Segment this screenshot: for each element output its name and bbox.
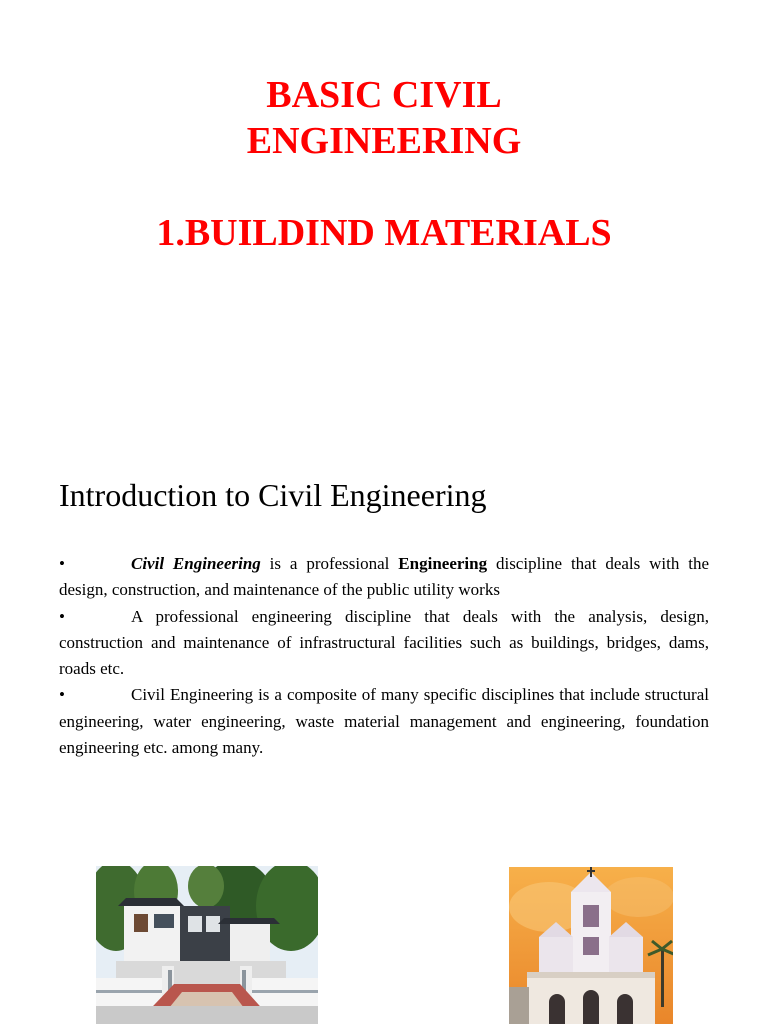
title-line-1: BASIC CIVIL	[266, 74, 502, 116]
church-photo	[509, 867, 673, 1024]
bullet-list	[59, 551, 709, 761]
section-heading: Introduction to Civil Engineering	[59, 477, 487, 513]
bullet-text: discipline that deals with the design, construction, and maintenance of the public utility works	[59, 554, 709, 600]
bullet-item	[59, 682, 709, 761]
bullet-item	[59, 551, 709, 604]
bullet-symbol: •	[59, 685, 65, 705]
bullet-text: Civil Engineering is a composite of many specific disciplines that include structural engineering, water engineering, waste material management and engineering, foundation engineering etc. among many.	[59, 685, 709, 758]
bullet-text: A professional engineering discipline that deals with the analysis, design, construction and maintenance of infrastructural facilities such as buildings, bridges, dams, roads etc.	[59, 606, 709, 679]
subtitle: 1.BUILDIND MATERIALS	[156, 212, 612, 254]
bullet-emphasis: Civil Engineering	[131, 554, 261, 573]
bullet-symbol: •	[59, 606, 65, 626]
title-block	[0, 72, 768, 164]
bullet-symbol: •	[59, 554, 65, 573]
house-photo	[96, 866, 318, 1024]
bullet-bold: Engineering	[398, 554, 488, 573]
bullet-item	[59, 604, 709, 683]
bullet-text: is a professional	[260, 554, 399, 573]
title-line-2: ENGINEERING	[246, 120, 522, 162]
